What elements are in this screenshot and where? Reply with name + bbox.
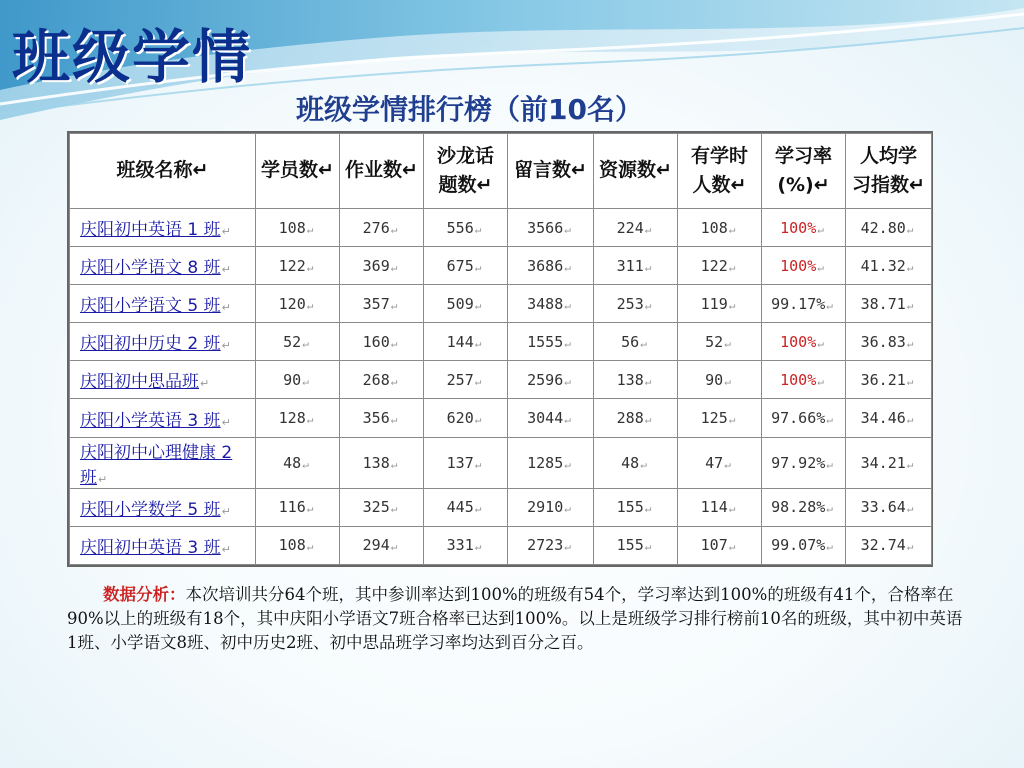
table-cell [424, 323, 508, 361]
cell-value: 224 [616, 218, 644, 237]
cell-value: 32.74 [860, 536, 906, 555]
cell-value: 34.21 [860, 453, 906, 472]
table-cell [256, 488, 340, 526]
cell-value: 100% [780, 256, 817, 275]
paragraph-mark-icon: ↵ [564, 413, 571, 427]
cell-value: 125 [700, 409, 728, 428]
table-cell [340, 399, 424, 437]
class-name-cell [70, 399, 256, 437]
paragraph-mark-icon: ↵ [306, 413, 314, 427]
table-cell [424, 361, 508, 399]
paragraph-mark-icon: ↵ [826, 298, 833, 312]
column-header [594, 134, 678, 209]
cell-value: 99.07% [771, 536, 826, 555]
table-row [70, 247, 932, 285]
column-header-line: (%)↵ [777, 174, 830, 196]
column-header [340, 134, 424, 209]
cell-value: 276 [362, 218, 390, 237]
paragraph-mark-icon: ↵ [221, 263, 231, 277]
paragraph-mark-icon: ↵ [564, 260, 571, 274]
cell-value: 36.83 [860, 332, 906, 351]
cell-value: 52 [283, 332, 302, 351]
cell-value: 107 [700, 536, 728, 555]
table-cell [424, 209, 508, 247]
analysis-label: 数据分析： [103, 585, 186, 604]
class-ranking-table [69, 133, 932, 565]
cell-value: 38.71 [860, 294, 906, 313]
column-header-line: 沙龙话 [436, 144, 494, 167]
class-name-cell [70, 437, 256, 488]
table-cell [256, 399, 340, 437]
class-name-link[interactable]: 庆阳初中思品班 [80, 372, 199, 393]
cell-value: 41.32 [860, 256, 906, 275]
table-cell [594, 247, 678, 285]
column-header [762, 134, 846, 209]
cell-value: 98.28% [771, 498, 826, 517]
paragraph-mark-icon: ↵ [390, 457, 398, 471]
cell-value: 2910 [527, 498, 564, 517]
table-cell [762, 247, 846, 285]
table-cell [508, 285, 594, 323]
paragraph-mark-icon: ↵ [728, 502, 736, 516]
paragraph-mark-icon: ↵ [474, 298, 482, 312]
cell-value: 97.92% [771, 453, 826, 472]
paragraph-mark-icon: ↵ [724, 457, 731, 471]
column-header [678, 134, 762, 209]
class-name-link[interactable]: 庆阳小学英语 3 班 [80, 410, 221, 431]
paragraph-mark-icon: ↵ [906, 457, 914, 471]
table-cell [678, 399, 762, 437]
paragraph-mark-icon: ↵ [221, 301, 231, 315]
column-header [424, 134, 508, 209]
paragraph-mark-icon: ↵ [906, 260, 914, 274]
cell-value: 620 [446, 409, 474, 428]
cell-value: 48 [621, 453, 640, 472]
cell-value: 100% [780, 218, 817, 237]
cell-value: 160 [362, 332, 390, 351]
cell-value: 108 [278, 536, 306, 555]
table-cell [678, 247, 762, 285]
table-cell [762, 437, 846, 488]
paragraph-mark-icon: ↵ [474, 336, 482, 350]
table-cell [508, 437, 594, 488]
class-name-cell [70, 209, 256, 247]
paragraph-mark-icon: ↵ [640, 336, 647, 350]
paragraph-mark-icon: ↵ [390, 413, 398, 427]
column-header-line: 留言数↵ [514, 159, 587, 182]
column-header-line: 班级名称↵ [116, 159, 209, 182]
table-row [70, 488, 932, 526]
cell-value: 356 [362, 409, 390, 428]
paragraph-mark-icon: ↵ [826, 540, 833, 554]
cell-value: 331 [446, 536, 474, 555]
column-header-line: 作业数↵ [345, 159, 418, 182]
table-row [70, 285, 932, 323]
cell-value: 357 [362, 294, 390, 313]
table-cell [508, 399, 594, 437]
table-cell [340, 488, 424, 526]
paragraph-mark-icon: ↵ [306, 540, 314, 554]
cell-value: 268 [362, 370, 390, 389]
paragraph-mark-icon: ↵ [906, 413, 914, 427]
analysis-text: 本次培训共分64个班，其中参训率达到100%的班级有54个，学习率达到100%的班级有41个，合格率在90%以上的班级有18个，其中庆阳小学语文7班合格率已达到100%。以上是班级学习排行榜前10名的班级，其中初中英语1班、小学语文8班、初中历史2班、初中思品班学习率均达到百分之百。 [67, 585, 963, 652]
paragraph-mark-icon: ↵ [564, 457, 571, 471]
paragraph-mark-icon: ↵ [724, 336, 731, 350]
paragraph-mark-icon: ↵ [390, 540, 398, 554]
table-cell [678, 437, 762, 488]
cell-value: 90 [705, 370, 724, 389]
paragraph-mark-icon: ↵ [474, 374, 482, 388]
cell-value: 138 [616, 370, 644, 389]
paragraph-mark-icon: ↵ [817, 260, 824, 274]
paragraph-mark-icon: ↵ [728, 413, 736, 427]
table-cell [594, 323, 678, 361]
paragraph-mark-icon: ↵ [906, 502, 914, 516]
paragraph-mark-icon: ↵ [817, 374, 824, 388]
cell-value: 369 [362, 256, 390, 275]
paragraph-mark-icon: ↵ [644, 413, 652, 427]
table-cell [340, 526, 424, 564]
cell-value: 97.66% [771, 409, 826, 428]
paragraph-mark-icon: ↵ [306, 260, 314, 274]
paragraph-mark-icon: ↵ [817, 336, 824, 350]
class-name-link[interactable]: 庆阳小学语文 8 班 [80, 258, 221, 279]
paragraph-mark-icon: ↵ [906, 374, 914, 388]
cell-value: 56 [621, 332, 640, 351]
table-cell [256, 247, 340, 285]
cell-value: 122 [700, 256, 728, 275]
ranking-subtitle: 班级学情排行榜（前10名） [296, 93, 643, 126]
table-cell [846, 247, 932, 285]
column-header-line: 人均学 [859, 144, 917, 167]
paragraph-mark-icon: ↵ [474, 502, 482, 516]
cell-value: 311 [616, 256, 644, 275]
cell-value: 114 [700, 498, 728, 517]
table-header-row [70, 134, 932, 209]
cell-value: 445 [446, 498, 474, 517]
table-row [70, 399, 932, 437]
paragraph-mark-icon: ↵ [826, 413, 833, 427]
table-cell [594, 488, 678, 526]
class-name-link[interactable]: 庆阳初中历史 2 班 [80, 334, 221, 355]
cell-value: 33.64 [860, 498, 906, 517]
class-name-link[interactable]: 庆阳初中心理健康 2 班 [80, 442, 233, 488]
paragraph-mark-icon: ↵ [306, 222, 314, 236]
paragraph-mark-icon: ↵ [474, 457, 482, 471]
class-name-cell [70, 285, 256, 323]
table-cell [340, 437, 424, 488]
table-cell [508, 209, 594, 247]
column-header-line: 学员数↵ [261, 159, 334, 182]
cell-value: 3488 [527, 294, 564, 313]
paragraph-mark-icon: ↵ [817, 222, 824, 236]
table-cell [762, 526, 846, 564]
table-cell [846, 323, 932, 361]
paragraph-mark-icon: ↵ [390, 374, 398, 388]
page-title: 班级学情 [12, 23, 253, 91]
column-header-line: 题数↵ [438, 174, 493, 196]
table-row [70, 209, 932, 247]
class-name-cell [70, 247, 256, 285]
class-name-link[interactable]: 庆阳小学语文 5 班 [80, 296, 221, 317]
paragraph-mark-icon: ↵ [564, 298, 571, 312]
table-cell [846, 488, 932, 526]
column-header [256, 134, 340, 209]
cell-value: 2723 [527, 536, 564, 555]
cell-value: 52 [705, 332, 724, 351]
table-cell [594, 526, 678, 564]
class-name-cell [70, 323, 256, 361]
column-header [70, 134, 256, 209]
cell-value: 253 [616, 294, 644, 313]
cell-value: 3566 [527, 218, 564, 237]
table-cell [678, 285, 762, 323]
paragraph-mark-icon: ↵ [302, 374, 309, 388]
table-body [70, 209, 932, 565]
table-cell [846, 209, 932, 247]
cell-value: 122 [278, 256, 306, 275]
paragraph-mark-icon: ↵ [390, 502, 398, 516]
cell-value: 128 [278, 409, 306, 428]
table-cell [678, 209, 762, 247]
column-header-line: 人数↵ [692, 174, 747, 196]
table-cell [678, 488, 762, 526]
table-cell [340, 285, 424, 323]
cell-value: 288 [616, 409, 644, 428]
paragraph-mark-icon: ↵ [728, 222, 736, 236]
paragraph-mark-icon: ↵ [644, 222, 652, 236]
table-cell [846, 399, 932, 437]
table-cell [256, 209, 340, 247]
cell-value: 155 [616, 536, 644, 555]
class-name-link[interactable]: 庆阳初中英语 3 班 [80, 537, 221, 558]
paragraph-mark-icon: ↵ [906, 540, 914, 554]
table-cell [594, 209, 678, 247]
table-cell [340, 247, 424, 285]
paragraph-mark-icon: ↵ [564, 502, 571, 516]
cell-value: 2596 [527, 370, 564, 389]
paragraph-mark-icon: ↵ [826, 502, 833, 516]
table-cell [256, 437, 340, 488]
column-header-line: 资源数↵ [599, 159, 672, 182]
paragraph-mark-icon: ↵ [390, 298, 398, 312]
cell-value: 90 [283, 370, 302, 389]
table-cell [340, 323, 424, 361]
paragraph-mark-icon: ↵ [728, 540, 736, 554]
table-cell [424, 247, 508, 285]
paragraph-mark-icon: ↵ [906, 298, 914, 312]
paragraph-mark-icon: ↵ [474, 222, 482, 236]
paragraph-mark-icon: ↵ [221, 339, 231, 353]
cell-value: 99.17% [771, 294, 826, 313]
cell-value: 556 [446, 218, 474, 237]
cell-value: 47 [705, 453, 724, 472]
table-cell [762, 285, 846, 323]
paragraph-mark-icon: ↵ [302, 336, 309, 350]
paragraph-mark-icon: ↵ [390, 336, 398, 350]
table-cell [340, 209, 424, 247]
cell-value: 155 [616, 498, 644, 517]
cell-value: 675 [446, 256, 474, 275]
table-cell [762, 399, 846, 437]
table-cell [678, 526, 762, 564]
cell-value: 144 [446, 332, 474, 351]
cell-value: 100% [780, 332, 817, 351]
table-cell [256, 361, 340, 399]
table-cell [594, 285, 678, 323]
paragraph-mark-icon: ↵ [221, 504, 231, 518]
cell-value: 138 [362, 453, 390, 472]
paragraph-mark-icon: ↵ [221, 415, 231, 429]
cell-value: 294 [362, 536, 390, 555]
paragraph-mark-icon: ↵ [390, 222, 398, 236]
table-row [70, 361, 932, 399]
cell-value: 36.21 [860, 370, 906, 389]
paragraph-mark-icon: ↵ [644, 260, 652, 274]
cell-value: 3044 [527, 409, 564, 428]
table-cell [594, 361, 678, 399]
paragraph-mark-icon: ↵ [474, 540, 482, 554]
table-cell [846, 285, 932, 323]
paragraph-mark-icon: ↵ [564, 336, 571, 350]
class-name-cell [70, 526, 256, 564]
paragraph-mark-icon: ↵ [390, 260, 398, 274]
column-header [508, 134, 594, 209]
cell-value: 1555 [527, 332, 564, 351]
class-ranking-table-container [67, 131, 933, 567]
cell-value: 34.46 [860, 409, 906, 428]
paragraph-mark-icon: ↵ [474, 413, 482, 427]
table-cell [424, 526, 508, 564]
table-cell [508, 247, 594, 285]
table-cell [678, 323, 762, 361]
paragraph-mark-icon: ↵ [906, 336, 914, 350]
table-cell [594, 437, 678, 488]
paragraph-mark-icon: ↵ [826, 457, 833, 471]
class-name-link[interactable]: 庆阳小学数学 5 班 [80, 499, 221, 520]
cell-value: 120 [278, 294, 306, 313]
paragraph-mark-icon: ↵ [564, 222, 571, 236]
cell-value: 119 [700, 294, 728, 313]
cell-value: 100% [780, 370, 817, 389]
column-header-line: 学习率 [774, 144, 832, 167]
table-cell [424, 285, 508, 323]
cell-value: 3686 [527, 256, 564, 275]
paragraph-mark-icon: ↵ [221, 542, 231, 556]
table-cell [678, 361, 762, 399]
paragraph-mark-icon: ↵ [564, 374, 571, 388]
class-name-link[interactable]: 庆阳初中英语 1 班 [80, 220, 221, 241]
table-cell [256, 285, 340, 323]
paragraph-mark-icon: ↵ [306, 298, 314, 312]
column-header [846, 134, 932, 209]
paragraph-mark-icon: ↵ [644, 502, 652, 516]
table-cell [762, 209, 846, 247]
cell-value: 509 [446, 294, 474, 313]
paragraph-mark-icon: ↵ [640, 457, 647, 471]
table-cell [424, 488, 508, 526]
paragraph-mark-icon: ↵ [200, 377, 210, 391]
table-cell [508, 361, 594, 399]
table-cell [508, 488, 594, 526]
table-cell [846, 437, 932, 488]
table-cell [508, 323, 594, 361]
paragraph-mark-icon: ↵ [221, 225, 231, 239]
table-cell [256, 526, 340, 564]
paragraph-mark-icon: ↵ [728, 298, 736, 312]
class-name-cell [70, 361, 256, 399]
paragraph-mark-icon: ↵ [474, 260, 482, 274]
table-row [70, 323, 932, 361]
paragraph-mark-icon: ↵ [724, 374, 731, 388]
table-cell [594, 399, 678, 437]
table-cell [340, 361, 424, 399]
paragraph-mark-icon: ↵ [564, 540, 571, 554]
cell-value: 108 [700, 218, 728, 237]
paragraph-mark-icon: ↵ [906, 222, 914, 236]
table-row [70, 526, 932, 564]
table-cell [424, 437, 508, 488]
cell-value: 42.80 [860, 218, 906, 237]
table-cell [846, 526, 932, 564]
paragraph-mark-icon: ↵ [306, 502, 314, 516]
column-header-line: 有学时 [690, 144, 748, 167]
cell-value: 1285 [527, 453, 564, 472]
paragraph-mark-icon: ↵ [644, 298, 652, 312]
table-row [70, 437, 932, 488]
cell-value: 108 [278, 218, 306, 237]
cell-value: 325 [362, 498, 390, 517]
table-cell [762, 323, 846, 361]
table-cell [508, 526, 594, 564]
table-cell [762, 361, 846, 399]
table-cell [762, 488, 846, 526]
table-cell [424, 399, 508, 437]
paragraph-mark-icon: ↵ [302, 457, 309, 471]
paragraph-mark-icon: ↵ [644, 374, 652, 388]
paragraph-mark-icon: ↵ [728, 260, 736, 274]
cell-value: 48 [283, 453, 302, 472]
paragraph-mark-icon: ↵ [98, 472, 108, 486]
class-name-cell [70, 488, 256, 526]
column-header-line: 习指数↵ [852, 174, 925, 196]
data-analysis-paragraph [67, 583, 967, 655]
table-cell [256, 323, 340, 361]
cell-value: 137 [446, 453, 474, 472]
cell-value: 116 [278, 498, 306, 517]
cell-value: 257 [446, 370, 474, 389]
table-cell [846, 361, 932, 399]
paragraph-mark-icon: ↵ [644, 540, 652, 554]
